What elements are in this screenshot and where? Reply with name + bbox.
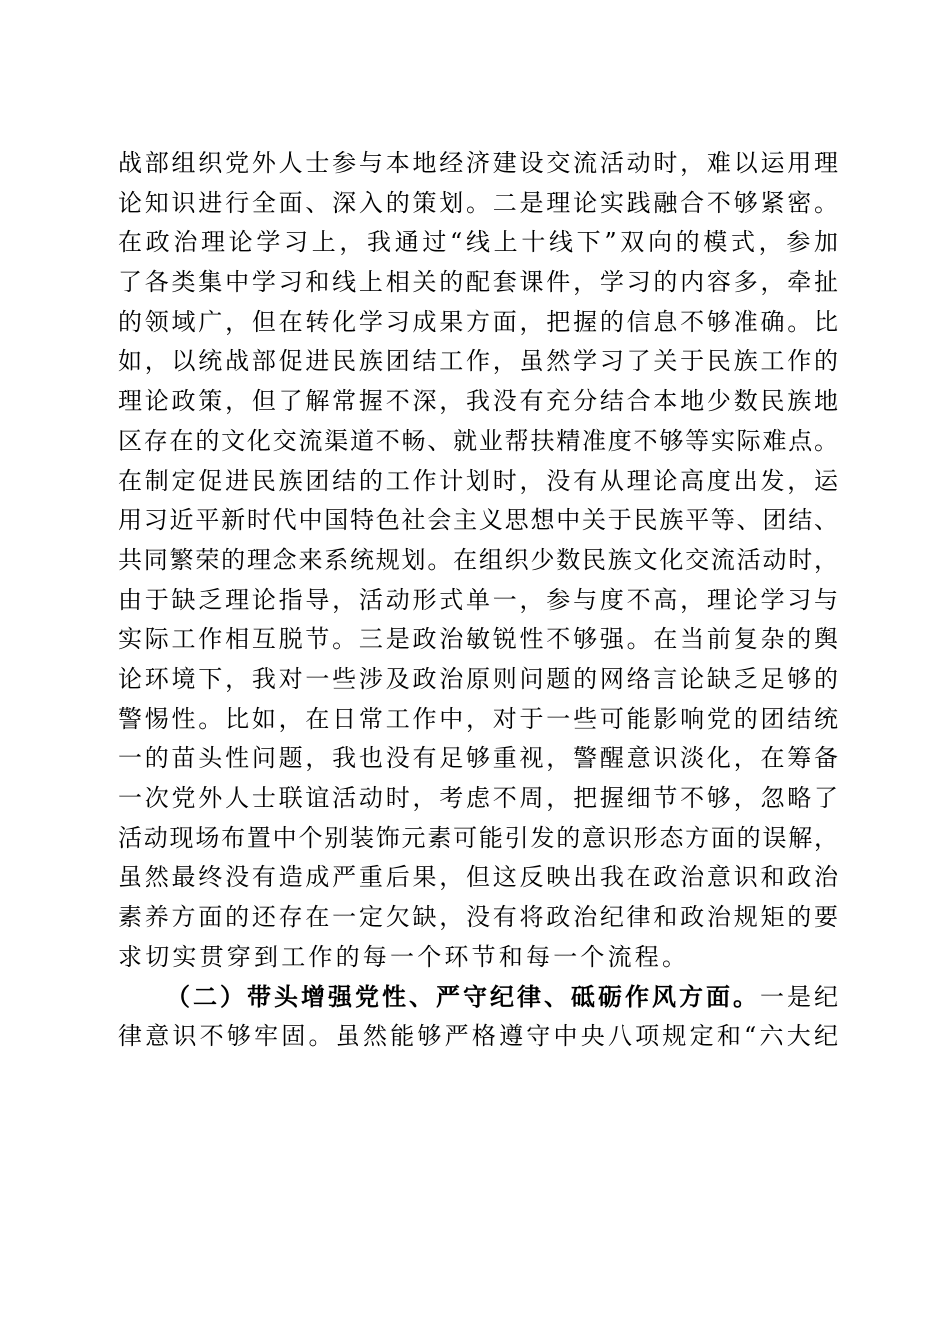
text-line: 了各类集中学习和线上相关的配套课件，学习的内容多，牵扯 [118,268,838,297]
text-line: 素养方面的还存在一定欠缺，没有将政治纪律和政治规矩的要 [118,903,838,932]
text-line: 警惕性。比如，在日常工作中，对于一些可能影响党的团结统 [118,704,838,733]
text-line: 在政治理论学习上，我通过“线上十线下”双向的模式，参加 [118,228,838,257]
text-line: 在制定促进民族团结的工作计划时，没有从理论高度出发，运 [118,466,838,495]
paragraph-2 [118,977,838,1056]
text-line: 共同繁荣的理念来系统规划。在组织少数民族文化交流活动时， [118,545,838,574]
text-line: 论知识进行全面、深入的策划。二是理论实践融合不够紧密。 [118,188,838,217]
text-line: 一的苗头性问题，我也没有足够重视，警醒意识淡化，在筹备 [118,744,838,773]
text-line: 实际工作相互脱节。三是政治敏锐性不够强。在当前复杂的舆 [118,625,838,654]
text-line: 一次党外人士联谊活动时，考虑不周，把握细节不够，忽略了 [118,784,838,812]
text-line: 理论政策，但了解常握不深，我没有充分结合本地少数民族地 [118,387,838,416]
text-line: 战部组织党外人士参与本地经济建设交流活动时，难以运用理 [118,149,838,177]
text-line: 由于缺乏理论指导，活动形式单一，参与度不高，理论学习与 [118,585,838,614]
text-line [118,977,838,1017]
text-line: 论环境下，我对一些涉及政治原则问题的网络言论缺乏足够的 [118,664,838,693]
text-line: 求切实贯穿到工作的每一个环节和每一个流程。 [118,942,690,971]
text-line: 如，以统战部促进民族团结工作，虽然学习了关于民族工作的 [118,347,838,376]
text-line: 用习近平新时代中国特色社会主义思想中关于民族平等、团结、 [118,506,838,535]
text-line: 区存在的文化交流渠道不畅、就业帮扶精准度不够等实际难点。 [118,426,838,455]
text-line: 虽然最终没有造成严重后果，但这反映出我在政治意识和政治 [118,863,838,892]
text-line: 活动现场布置中个别装饰元素可能引发的意识形态方面的误解， [118,823,838,852]
document-body [118,144,838,1057]
text-run: 一是纪 [760,983,838,1012]
text-line: 的领域广，但在转化学习成果方面，把握的信息不够准确。比 [118,307,838,336]
paragraph-1 [118,144,838,977]
section-heading: （二）带头增强党性、严守纪律、砥砺作风方面。 [166,982,760,1012]
text-line: 律意识不够牢固。虽然能够严格遵守中央八项规定和“六大纪 [118,1022,838,1051]
